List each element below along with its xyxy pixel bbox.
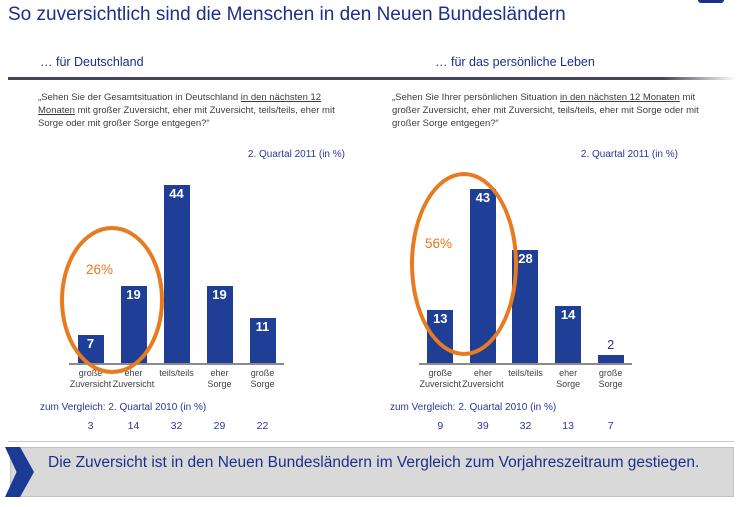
- category-label: [155, 368, 198, 390]
- comparison-value: 9: [437, 420, 444, 432]
- bar-slot: [589, 178, 632, 363]
- comparison-value: 3: [87, 420, 94, 432]
- bar-value-label: 14: [560, 307, 576, 322]
- category-label-line: Zuversicht: [112, 379, 155, 389]
- comparison-value: 14: [127, 420, 140, 432]
- category-label-line: eher: [473, 368, 492, 378]
- page-title: So zuversichtlich sind die Menschen in den Neuen Bundesländern: [8, 4, 566, 25]
- bar-value-label: 43: [475, 190, 491, 205]
- comparison-value: 39: [477, 420, 489, 432]
- section-heading-deutschland: … für Deutschland: [40, 55, 144, 69]
- highlight-ellipse-right: [410, 172, 518, 356]
- category-label: [419, 368, 462, 390]
- comparison-label-left: zum Vergleich: 2. Quartal 2010 (in %): [40, 402, 207, 413]
- category-label-line: teils/teils: [159, 368, 194, 378]
- period-label-right: 2. Quartal 2011 (in %): [580, 149, 678, 160]
- bar: [598, 355, 624, 363]
- bar-slot: [241, 178, 284, 363]
- category-label-line: große: [598, 368, 623, 378]
- category-labels-persoenlich: [419, 368, 632, 390]
- bar-value-label: 44: [169, 186, 184, 201]
- category-label-line: eher: [124, 368, 143, 378]
- category-label: [589, 368, 632, 390]
- question-pre: „Sehen Sie der Gesamtsituation in Deutschland: [38, 92, 241, 103]
- bar-value-label: 28: [518, 251, 533, 266]
- comparison-value: 29: [213, 420, 226, 432]
- question-text-deutschland: [38, 91, 341, 130]
- question-post: mit großer Zuversicht, eher mit Zuversicht, teils/teils, eher mit Sorge oder mit großer Sorge entgegen?“: [392, 92, 699, 129]
- comparison-value: 7: [607, 420, 614, 432]
- highlight-percentage-left: 26%: [86, 262, 114, 277]
- comparison-value: 32: [519, 420, 532, 432]
- category-label-line: Zuversicht: [419, 379, 462, 389]
- category-label: [504, 368, 547, 390]
- category-label-line: Sorge: [598, 379, 623, 389]
- bar-value-label: 19: [126, 287, 141, 302]
- bar-slot: [198, 178, 241, 363]
- category-label-line: Zuversicht: [69, 379, 112, 389]
- question-text-persoenlich: [392, 91, 702, 130]
- bar-value-label: 7: [86, 336, 95, 351]
- question-pre: „Sehen Sie Ihrer persönlichen Situation: [392, 92, 560, 103]
- category-label-line: große: [78, 368, 103, 378]
- category-label: [198, 368, 241, 390]
- category-label: [241, 368, 284, 390]
- section-divider: [8, 77, 736, 80]
- category-label-line: Zuversicht: [462, 379, 504, 389]
- comparison-label-right: zum Vergleich: 2. Quartal 2010 (in %): [390, 402, 557, 413]
- highlight-percentage-right: 56%: [425, 236, 453, 251]
- section-heading-persoenliches-leben: … für das persönliche Leben: [435, 55, 595, 69]
- bar-slot: [547, 178, 590, 363]
- highlight-ellipse-left: [60, 226, 164, 374]
- category-label-line: eher Sorge: [556, 368, 581, 389]
- logo-remnant-icon: [698, 0, 724, 3]
- footer-separator: [8, 441, 734, 442]
- comparison-values-right: [419, 420, 632, 432]
- category-label-line: Sorge: [250, 379, 275, 389]
- category-label: [547, 368, 590, 390]
- bar-value-label: 2: [607, 338, 615, 352]
- comparison-values-left: [69, 420, 284, 432]
- bar: [164, 185, 190, 363]
- question-post: mit großer Zuversicht, eher mit Zuversicht, teils/teils, eher mit Sorge oder mit großer Sorge entgegen?“: [38, 105, 335, 129]
- category-label-line: große: [250, 368, 275, 378]
- question-underlined: in den nächsten 12 Monaten: [38, 92, 322, 116]
- comparison-value: 32: [170, 420, 183, 432]
- bar-value-label: 13: [433, 311, 448, 326]
- period-label-left: 2. Quartal 2011 (in %): [247, 149, 345, 160]
- category-label-line: große: [428, 368, 453, 378]
- category-label-line: eher Sorge: [207, 368, 232, 389]
- bar-value-label: 19: [212, 287, 227, 302]
- category-label-line: teils/teils: [508, 368, 543, 378]
- bar-slot: [155, 178, 198, 363]
- comparison-value: 22: [256, 420, 269, 432]
- question-underlined: in den nächsten 12 Monaten: [559, 92, 680, 103]
- bar-value-label: 11: [255, 319, 270, 334]
- comparison-value: 13: [562, 420, 574, 432]
- conclusion-text: Die Zuversicht ist in den Neuen Bundesländern im Vergleich zum Vorjahreszeitraum gestiegen.: [48, 454, 700, 471]
- category-label: [462, 368, 505, 390]
